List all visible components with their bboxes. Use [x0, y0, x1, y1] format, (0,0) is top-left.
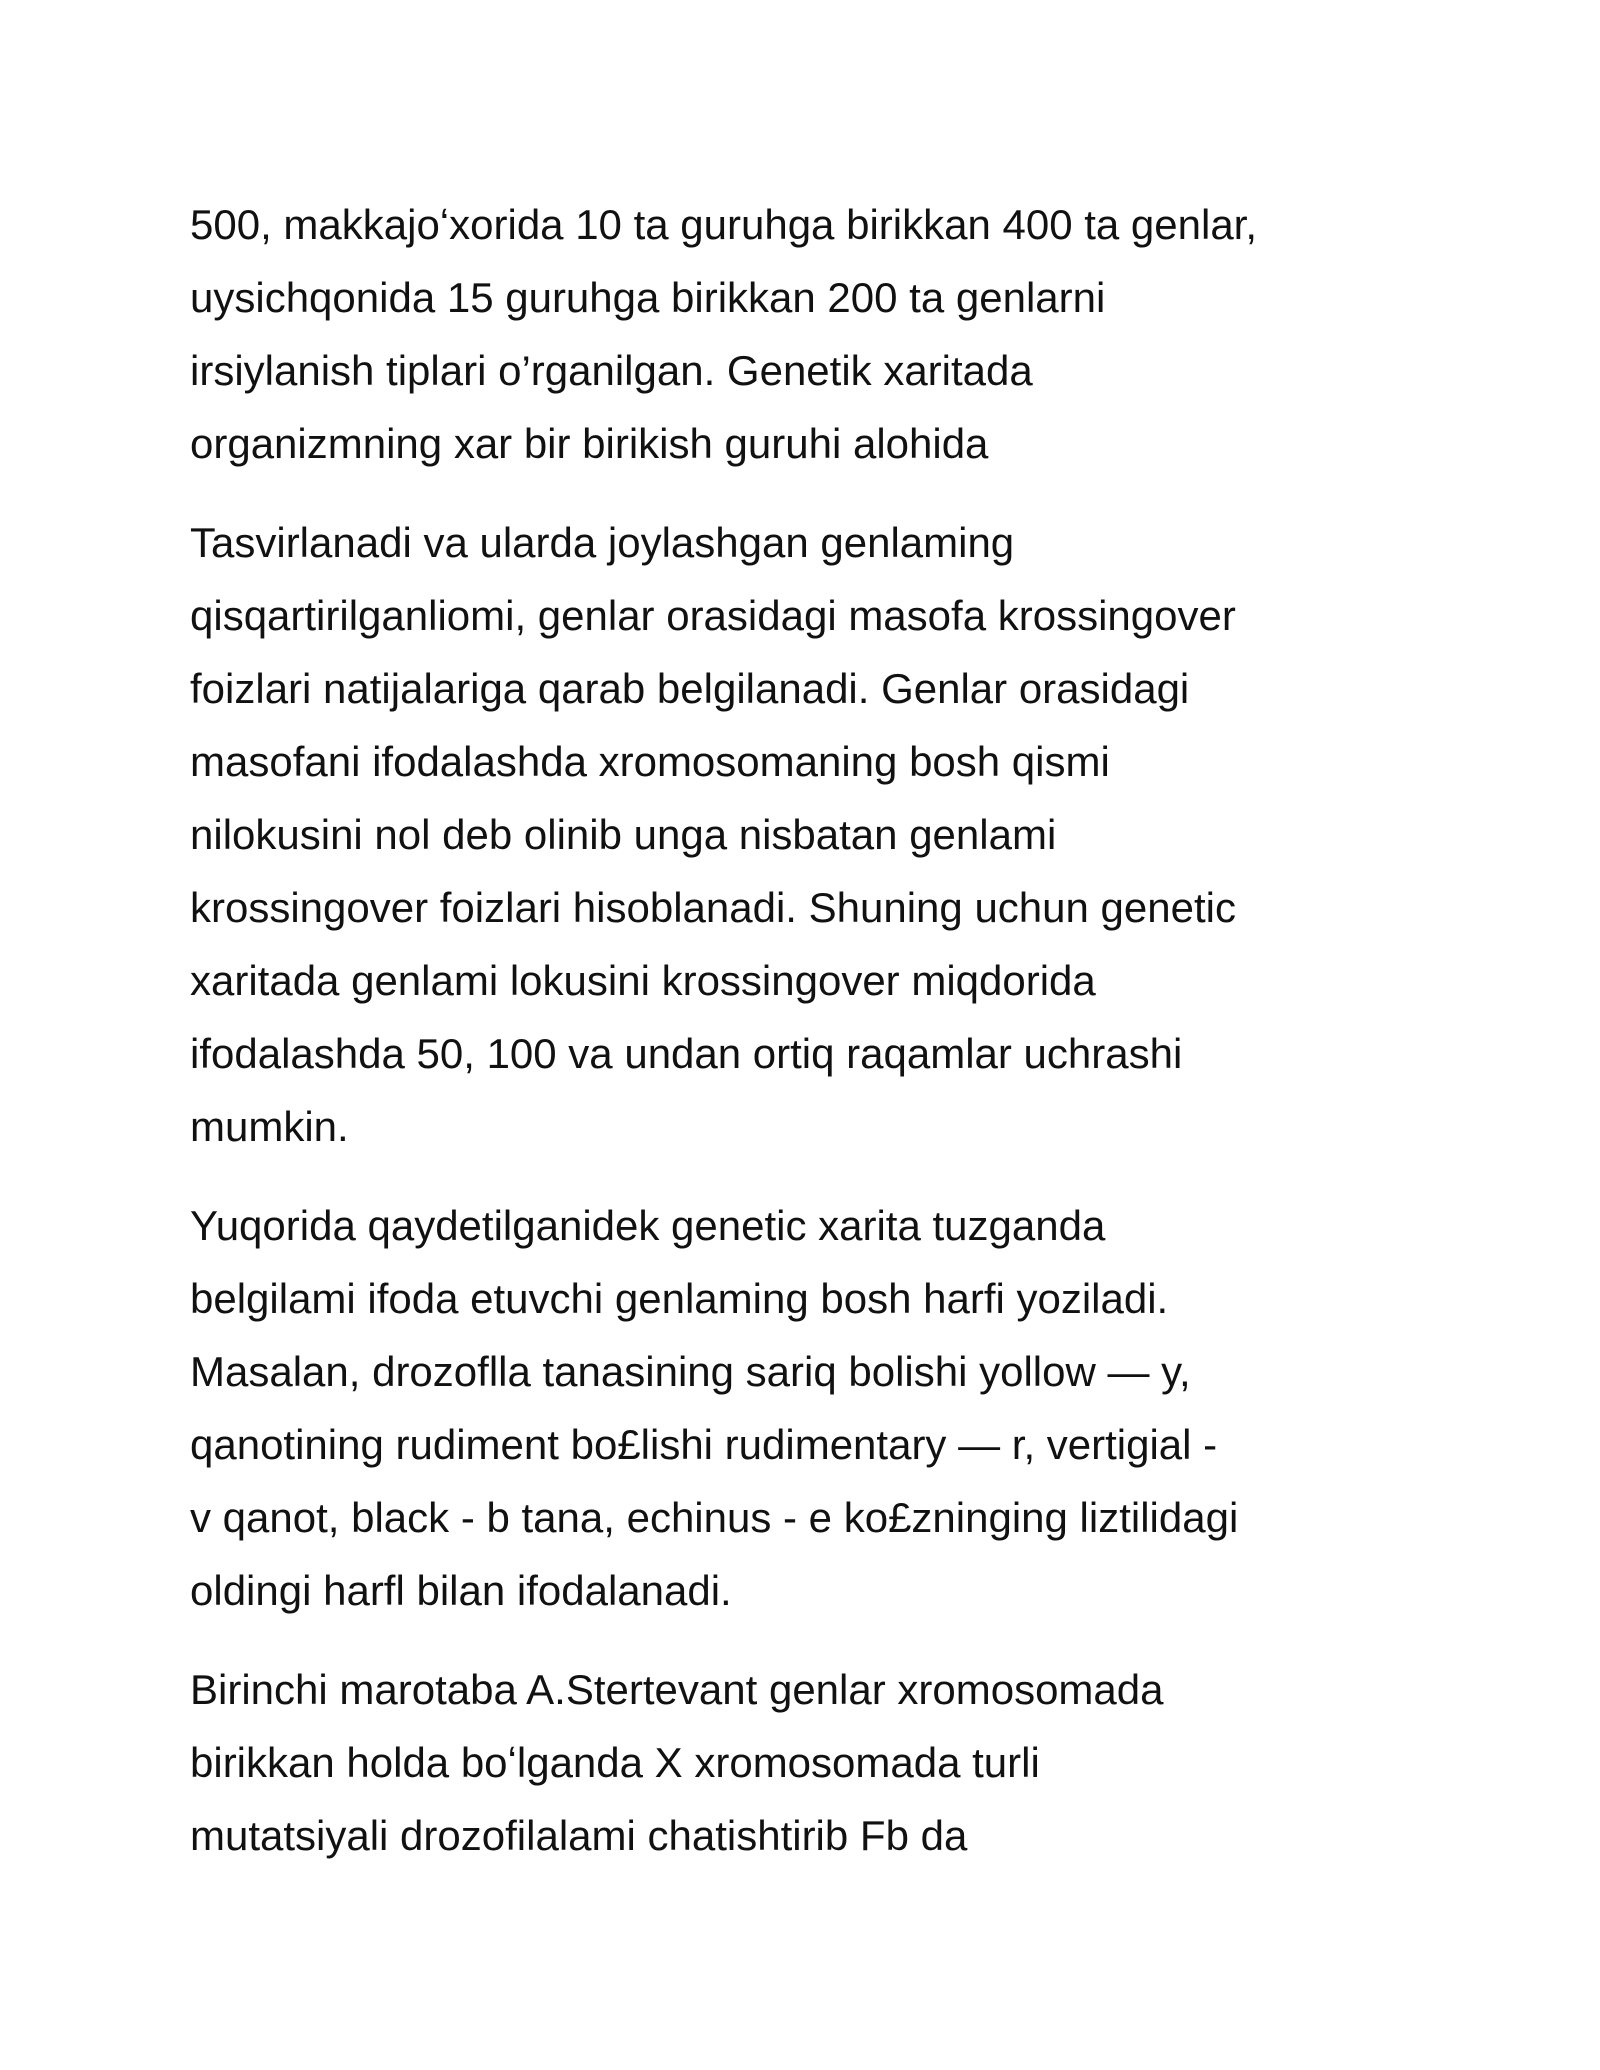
- paragraph-4: [190, 1653, 1450, 1872]
- text-line: 500, makkajoʻxorida 10 ta guruhga birikkan 400 ta genlar,: [190, 201, 1258, 248]
- text-line: uysichqonida 15 guruhga birikkan 200 ta genlarni: [190, 274, 1106, 321]
- text-line: Masalan, drozoflla tanasining sariq bolishi yollow — y,: [190, 1348, 1191, 1395]
- paragraph-3: [190, 1189, 1450, 1627]
- text-line: masofani ifodalashda xromosomaning bosh qismi: [190, 738, 1110, 785]
- text-line: oldingi harfl bilan ifodalanadi.: [190, 1567, 732, 1614]
- text-line: v qanot, black - b tana, echinus - e ko£zninging liztilidagi: [190, 1494, 1239, 1541]
- text-line: nilokusini nol deb olinib unga nisbatan genlami: [190, 811, 1057, 858]
- text-line: foizlari natijalariga qarab belgilanadi. Genlar orasidagi: [190, 665, 1190, 712]
- text-line: irsiylanish tiplari o’rganilgan. Genetik xaritada: [190, 347, 1033, 394]
- text-line: mutatsiyali drozofilalami chatishtirib Fb da: [190, 1812, 968, 1859]
- paragraph-1: [190, 188, 1450, 480]
- text-line: Birinchi marotaba A.Stertevant genlar xromosomada: [190, 1666, 1164, 1713]
- text-line: mumkin.: [190, 1103, 349, 1150]
- text-line: organizmning xar bir birikish guruhi alohida: [190, 420, 989, 467]
- text-line: Tasvirlanadi va ularda joylashgan genlaming: [190, 519, 1015, 566]
- text-line: birikkan holda boʻlganda X xromosomada turli: [190, 1739, 1040, 1786]
- text-line: qanotining rudiment bo£lishi rudimentary — r, vertigial -: [190, 1421, 1218, 1468]
- text-line: krossingover foizlari hisoblanadi. Shuning uchun genetic: [190, 884, 1236, 931]
- document-body: [190, 188, 1450, 1898]
- text-line: belgilami ifoda etuvchi genlaming bosh harfi yoziladi.: [190, 1275, 1169, 1322]
- text-line: qisqartirilganliomi, genlar orasidagi masofa krossingover: [190, 592, 1236, 639]
- text-line: ifodalashda 50, 100 va undan ortiq raqamlar uchrashi: [190, 1030, 1183, 1077]
- paragraph-2: [190, 506, 1450, 1163]
- text-line: Yuqorida qaydetilganidek genetic xarita tuzganda: [190, 1202, 1106, 1249]
- text-line: xaritada genlami lokusini krossingover miqdorida: [190, 957, 1096, 1004]
